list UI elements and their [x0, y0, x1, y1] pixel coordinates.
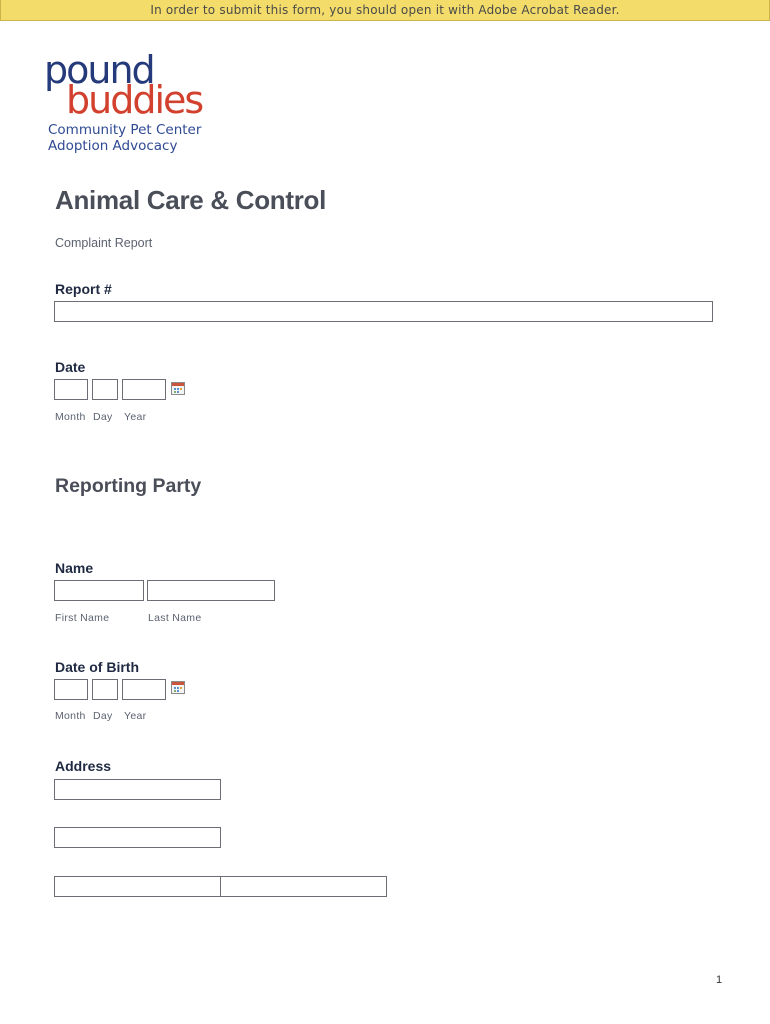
dob-label: Date of Birth	[55, 659, 139, 675]
first-name-sublabel: First Name	[55, 612, 110, 624]
last-name-sublabel: Last Name	[148, 612, 202, 624]
date-day-field[interactable]	[92, 379, 118, 400]
dob-day-field[interactable]	[92, 679, 118, 700]
dob-year-sublabel: Year	[124, 710, 147, 722]
last-name-field[interactable]	[147, 580, 275, 601]
logo-tagline-1: Community Pet Center	[48, 122, 202, 138]
report-number-field[interactable]	[54, 301, 713, 322]
calendar-icon[interactable]	[171, 382, 185, 395]
address-line-2-field[interactable]	[54, 827, 221, 848]
date-month-field[interactable]	[54, 379, 88, 400]
name-label: Name	[55, 560, 94, 576]
address-state-field[interactable]	[220, 876, 387, 897]
pound-buddies-logo	[44, 48, 224, 156]
logo-word-buddies: buddies	[66, 78, 203, 122]
address-label: Address	[55, 758, 112, 774]
form-subtitle: Complaint Report	[55, 236, 153, 250]
address-line-1-field[interactable]	[54, 779, 221, 800]
calendar-icon[interactable]	[171, 681, 185, 694]
logo-word-pound: pound	[44, 48, 154, 92]
acrobat-notice-banner: In order to submit this form, you should open it with Adobe Acrobat Reader.	[0, 0, 770, 21]
address-city-field[interactable]	[54, 876, 221, 897]
dob-year-field[interactable]	[122, 679, 166, 700]
report-number-label: Report #	[55, 281, 112, 297]
date-month-sublabel: Month	[55, 411, 86, 423]
logo-tagline-2: Adoption Advocacy	[48, 138, 178, 154]
form-title: Animal Care & Control	[55, 185, 327, 215]
date-year-sublabel: Year	[124, 411, 147, 423]
date-day-sublabel: Day	[93, 411, 113, 423]
date-year-field[interactable]	[122, 379, 166, 400]
first-name-field[interactable]	[54, 580, 144, 601]
page-number: 1	[716, 974, 723, 986]
dob-month-field[interactable]	[54, 679, 88, 700]
dob-month-sublabel: Month	[55, 710, 86, 722]
dob-day-sublabel: Day	[93, 710, 113, 722]
reporting-party-heading: Reporting Party	[55, 475, 202, 497]
date-label: Date	[55, 359, 86, 375]
